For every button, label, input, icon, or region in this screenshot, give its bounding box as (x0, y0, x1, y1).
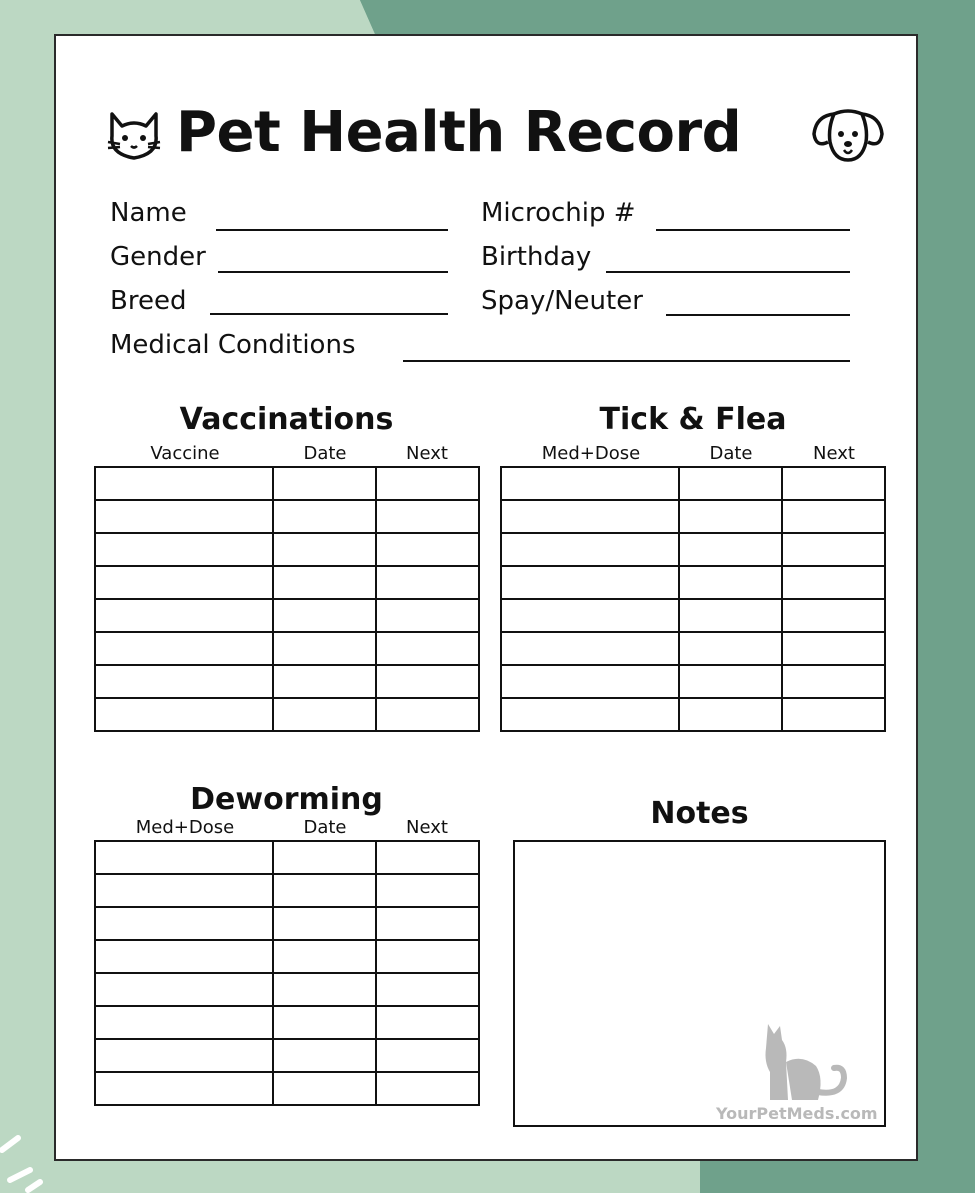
deworming-cell[interactable] (273, 1006, 376, 1039)
tick-flea-cell[interactable] (782, 467, 885, 500)
deworming-cell[interactable] (95, 841, 273, 874)
deworming-row (95, 907, 479, 940)
deworming-row (95, 940, 479, 973)
tick-flea-row (501, 500, 885, 533)
vaccinations-cell[interactable] (273, 698, 376, 731)
deworming-col-next: Next (406, 817, 448, 838)
microchip-label: Microchip # (481, 198, 636, 228)
vaccinations-row (95, 467, 479, 500)
vaccinations-cell[interactable] (273, 566, 376, 599)
deworming-cell[interactable] (273, 1039, 376, 1072)
vaccinations-row (95, 533, 479, 566)
deworming-cell[interactable] (95, 1039, 273, 1072)
deworming-cell[interactable] (273, 940, 376, 973)
vaccinations-cell[interactable] (95, 698, 273, 731)
deworming-cell[interactable] (376, 874, 479, 907)
vaccinations-cell[interactable] (376, 566, 479, 599)
microchip-field[interactable] (656, 229, 850, 231)
vaccinations-row (95, 599, 479, 632)
vaccinations-col-date: Date (303, 443, 347, 464)
vaccinations-row (95, 698, 479, 731)
dog-face-icon (810, 108, 886, 164)
vaccinations-cell[interactable] (376, 632, 479, 665)
vaccinations-row (95, 632, 479, 665)
tick-flea-cell[interactable] (782, 698, 885, 731)
vaccinations-cell[interactable] (273, 467, 376, 500)
tick-flea-cell[interactable] (782, 599, 885, 632)
tick-flea-cell[interactable] (501, 566, 679, 599)
page-title: Pet Health Record (176, 100, 742, 165)
medical-conditions-label: Medical Conditions (110, 330, 356, 360)
deworming-row (95, 973, 479, 1006)
gender-label: Gender (110, 242, 206, 272)
tick-flea-cell[interactable] (679, 632, 782, 665)
deworming-cell[interactable] (273, 841, 376, 874)
tick-flea-row (501, 698, 885, 731)
tick-flea-title: Tick & Flea (599, 402, 787, 437)
deworming-cell[interactable] (95, 907, 273, 940)
vaccinations-cell[interactable] (376, 467, 479, 500)
vaccinations-cell[interactable] (376, 665, 479, 698)
tick-flea-col-date: Date (709, 443, 753, 464)
tick-flea-row (501, 467, 885, 500)
vaccinations-col-next: Next (406, 443, 448, 464)
vaccinations-cell[interactable] (273, 665, 376, 698)
vaccinations-cell[interactable] (95, 467, 273, 500)
tick-flea-cell[interactable] (679, 467, 782, 500)
vaccinations-title: Vaccinations (179, 402, 394, 437)
deworming-cell[interactable] (95, 973, 273, 1006)
tick-flea-col-med-dose: Med+Dose (541, 443, 641, 464)
deworming-cell[interactable] (376, 1006, 479, 1039)
deworming-cell[interactable] (273, 1072, 376, 1105)
deworming-cell[interactable] (95, 1006, 273, 1039)
vaccinations-cell[interactable] (376, 698, 479, 731)
tick-flea-row (501, 632, 885, 665)
tick-flea-row (501, 566, 885, 599)
vaccinations-cell[interactable] (273, 533, 376, 566)
tick-flea-cell[interactable] (501, 599, 679, 632)
vaccinations-cell[interactable] (376, 500, 479, 533)
deworming-row (95, 874, 479, 907)
tick-flea-cell[interactable] (782, 500, 885, 533)
tick-flea-table (500, 466, 886, 732)
deworming-cell[interactable] (376, 1039, 479, 1072)
cat-face-icon (106, 108, 162, 162)
vaccinations-row (95, 665, 479, 698)
deworming-cell[interactable] (95, 1072, 273, 1105)
tick-flea-cell[interactable] (679, 566, 782, 599)
tick-flea-cell[interactable] (501, 467, 679, 500)
breed-field[interactable] (210, 313, 448, 315)
tick-flea-cell[interactable] (501, 698, 679, 731)
tick-flea-cell[interactable] (501, 500, 679, 533)
spay-neuter-field[interactable] (666, 314, 850, 316)
tick-flea-cell[interactable] (679, 500, 782, 533)
deworming-cell[interactable] (376, 973, 479, 1006)
notes-title: Notes (650, 796, 749, 831)
vaccinations-cell[interactable] (95, 566, 273, 599)
deworming-cell[interactable] (376, 907, 479, 940)
tick-flea-cell[interactable] (679, 533, 782, 566)
spay-neuter-label: Spay/Neuter (481, 286, 643, 316)
name-field[interactable] (216, 229, 448, 231)
vaccinations-cell[interactable] (376, 599, 479, 632)
tick-flea-col-next: Next (813, 443, 855, 464)
deworming-row (95, 1039, 479, 1072)
vaccinations-cell[interactable] (273, 632, 376, 665)
deworming-row (95, 1072, 479, 1105)
deworming-row (95, 1006, 479, 1039)
vaccinations-cell[interactable] (273, 500, 376, 533)
gender-field[interactable] (218, 271, 448, 273)
birthday-label: Birthday (481, 242, 592, 272)
tick-flea-row (501, 665, 885, 698)
tick-flea-cell[interactable] (679, 599, 782, 632)
tick-flea-cell[interactable] (679, 698, 782, 731)
breed-label: Breed (110, 286, 187, 316)
name-label: Name (110, 198, 187, 228)
tick-flea-cell[interactable] (782, 665, 885, 698)
deworming-cell[interactable] (376, 841, 479, 874)
vaccinations-cell[interactable] (95, 599, 273, 632)
cat-dog-silhouette-icon (762, 1022, 848, 1102)
tick-flea-cell[interactable] (501, 533, 679, 566)
vaccinations-cell[interactable] (95, 500, 273, 533)
medical-conditions-field[interactable] (403, 360, 850, 362)
decorative-sprinkles (0, 1120, 60, 1193)
tick-flea-cell[interactable] (782, 632, 885, 665)
deworming-cell[interactable] (273, 907, 376, 940)
vaccinations-cell[interactable] (95, 665, 273, 698)
tick-flea-cell[interactable] (501, 665, 679, 698)
deworming-cell[interactable] (95, 874, 273, 907)
tick-flea-cell[interactable] (782, 533, 885, 566)
deworming-col-date: Date (303, 817, 347, 838)
vaccinations-col-vaccine: Vaccine (150, 443, 220, 464)
tick-flea-cell[interactable] (679, 665, 782, 698)
deworming-cell[interactable] (376, 1072, 479, 1105)
vaccinations-table (94, 466, 480, 732)
deworming-table (94, 840, 480, 1106)
tick-flea-row (501, 599, 885, 632)
tick-flea-row (501, 533, 885, 566)
deworming-title: Deworming (190, 782, 383, 817)
deworming-cell[interactable] (95, 940, 273, 973)
tick-flea-cell[interactable] (501, 632, 679, 665)
vaccinations-row (95, 566, 479, 599)
deworming-col-med-dose: Med+Dose (135, 817, 235, 838)
vaccinations-cell[interactable] (273, 599, 376, 632)
deworming-cell[interactable] (273, 973, 376, 1006)
vaccinations-cell[interactable] (95, 533, 273, 566)
vaccinations-cell[interactable] (376, 533, 479, 566)
deworming-cell[interactable] (376, 940, 479, 973)
deworming-cell[interactable] (273, 874, 376, 907)
tick-flea-cell[interactable] (782, 566, 885, 599)
birthday-field[interactable] (606, 271, 850, 273)
watermark-text: YourPetMeds.com (716, 1104, 878, 1123)
vaccinations-row (95, 500, 479, 533)
deworming-row (95, 841, 479, 874)
vaccinations-cell[interactable] (95, 632, 273, 665)
